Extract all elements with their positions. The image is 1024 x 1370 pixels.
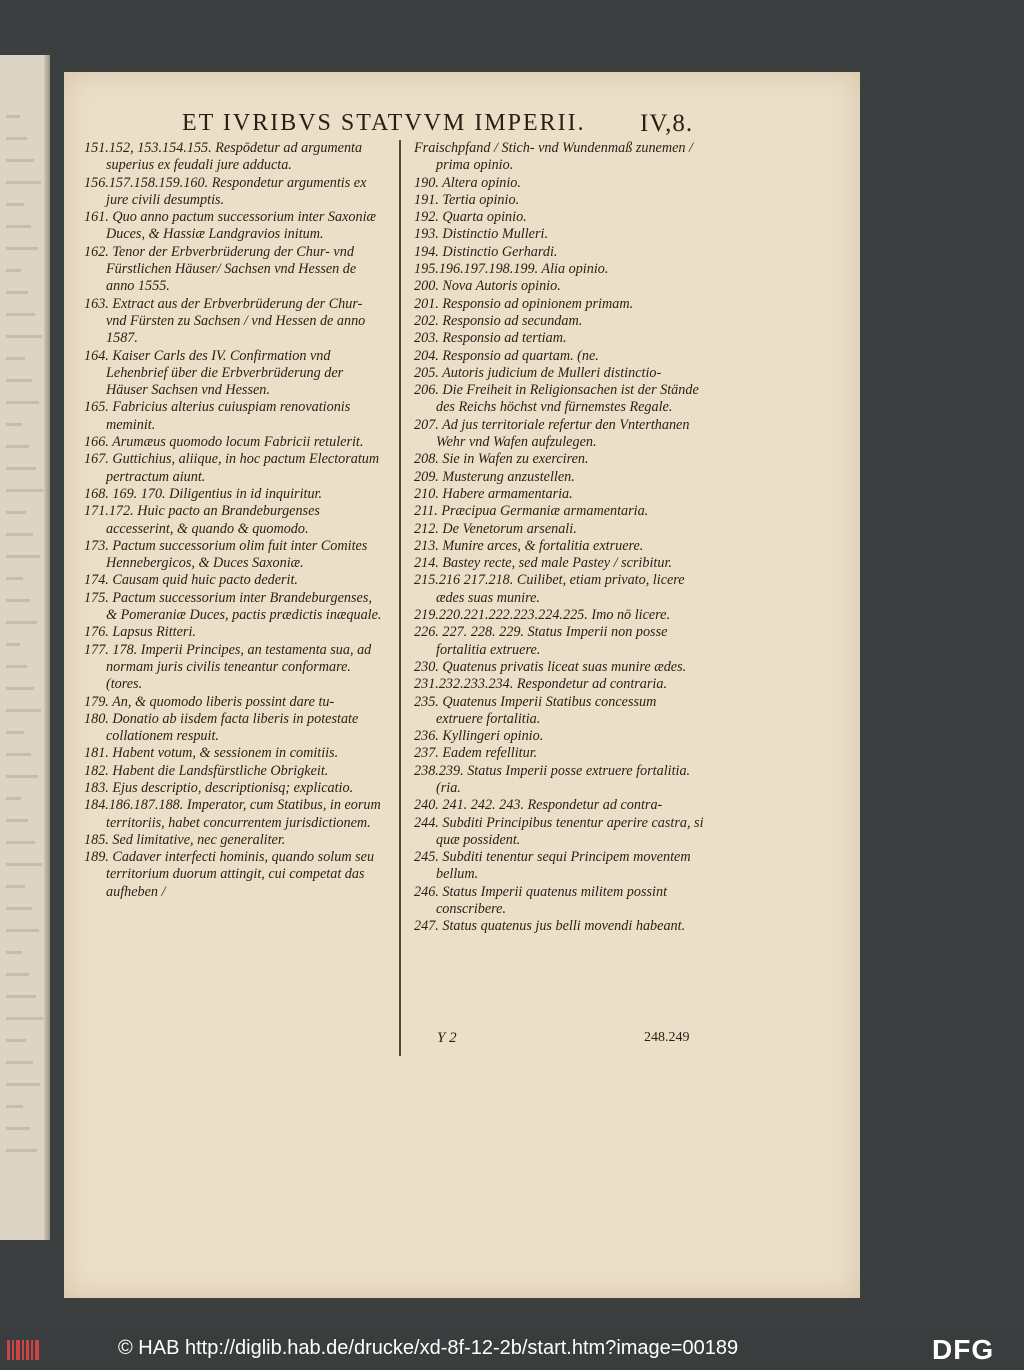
- index-entry: 236. Kyllingeri opinio.: [414, 728, 544, 745]
- index-entry: 244. Subditi Principibus tenentur aperire castra, si quæ possident.: [414, 814, 704, 848]
- index-entry: 200. Nova Autoris opinio.: [414, 278, 561, 295]
- index-entry: 181. Habent votum, & sessionem in comitiis.: [84, 745, 339, 762]
- index-entry: 177. 178. Imperii Principes, an testamenta sua, ad normam juris civilis teneantur conformare. (tores.: [84, 641, 372, 693]
- running-header: [182, 110, 702, 138]
- index-entry: 190. Altera opinio.: [414, 174, 521, 191]
- index-entry: 246. Status Imperii quatenus militem possint conscribere.: [414, 883, 668, 918]
- index-entry: 183. Ejus descriptio, descriptionisq; explicatio.: [84, 779, 354, 796]
- index-entry: 214. Bastey recte, sed male Pastey / scribitur.: [414, 555, 672, 572]
- index-entry: 204. Responsio ad quartam. (ne.: [414, 347, 599, 364]
- index-entry: 209. Musterung anzustellen.: [414, 468, 575, 485]
- index-entry: 162. Tenor der Erbverbrüderung der Chur- vnd Fürstlichen Häuser/ Sachsen vnd Hessen de anno 1555.: [84, 243, 357, 295]
- index-entry: 195.196.197.198.199. Alia opinio.: [414, 261, 609, 278]
- index-entry: 161. Quo anno pactum successorium inter Saxoniæ Duces, & Hassiæ Landgravios initum.: [84, 209, 377, 243]
- index-entry: 206. Die Freiheit in Religionsachen ist der Stände des Reichs höchst vnd fürnemstes Regale.: [414, 382, 699, 416]
- index-entry: 156.157.158.159.160. Respondetur argumentis ex jure civili desumptis.: [84, 174, 367, 208]
- index-entry: 210. Habere armamentaria.: [414, 485, 573, 502]
- index-entry: 167. Guttichius, aliique, in hoc pactum Electoratum pertractum aiunt.: [84, 451, 380, 485]
- index-entry: 176. Lapsus Ritteri.: [84, 624, 196, 641]
- index-entry: 189. Cadaver interfecti hominis, quando solum seu territorium duorum attingit, cui competat das aufheben /: [84, 849, 375, 900]
- copyright-url[interactable]: © HAB http://diglib.hab.de/drucke/xd-8f-12-2b/start.htm?image=00189: [118, 1337, 739, 1359]
- facing-page-edge: [0, 55, 50, 1240]
- index-entry: 193. Distinctio Mulleri.: [414, 226, 548, 243]
- index-entry: 245. Subditi tenentur sequi Principem moventem bellum.: [414, 849, 691, 883]
- index-entry: 247. Status quatenus jus belli movendi habeant.: [414, 918, 686, 935]
- index-entry: 208. Sie in Wafen zu exerciren.: [414, 451, 589, 468]
- index-entry: 182. Habent die Landsfürstliche Obrigkeit.: [84, 762, 329, 779]
- index-entry: 226. 227. 228. 229. Status Imperii non posse fortalitia extruere.: [414, 624, 668, 658]
- index-entry: 201. Responsio ad opinionem primam.: [414, 295, 634, 312]
- index-entry: 230. Quatenus privatis liceat suas munire ædes.: [414, 658, 687, 675]
- index-entry: 219.220.221.222.223.224.225. Imo nō licere.: [414, 607, 671, 624]
- index-entry: 173. Pactum successorium olim fuit inter Comites Hennebergicos, & Duces Saxoniæ.: [84, 537, 368, 572]
- column-divider: [399, 140, 401, 1056]
- index-entry: 203. Responsio ad tertiam.: [414, 330, 567, 347]
- index-entry: 238.239. Status Imperii posse extruere fortalitia. (ria.: [414, 762, 691, 796]
- index-entry: 240. 241. 242. 243. Respondetur ad contra-: [414, 797, 663, 814]
- index-entry: 237. Eadem refellitur.: [414, 745, 538, 762]
- index-entry: 202. Responsio ad secundam.: [414, 312, 583, 329]
- index-entry: 166. Arumæus quomodo locum Fabricii retulerit.: [84, 434, 364, 451]
- index-entry: 175. Pactum successorium inter Brandeburgenses, & Pomeraniæ Duces, pactis prædictis inæquale.: [84, 589, 382, 624]
- index-entry: Fraischpfand / Stich- vnd Wundenmaß zunemen / prima opinio.: [414, 140, 693, 174]
- index-entry: 213. Munire arces, & fortalitia extruere.: [414, 537, 644, 554]
- index-entry: 194. Distinctio Gerhardi.: [414, 243, 558, 260]
- footer-bar: [0, 1330, 1024, 1370]
- index-entry: 205. Autoris judicium de Mulleri distinctio-: [414, 364, 662, 381]
- index-entry: 192. Quarta opinio.: [414, 209, 527, 226]
- catchword: 248.249: [644, 1030, 690, 1045]
- index-entry: 215.216 217.218. Cuilibet, etiam privato, licere ædes suas munire.: [414, 572, 685, 606]
- folio-number: IV,8.: [640, 110, 694, 137]
- index-entry: 207. Ad jus territoriale refertur den Vnterthanen Wehr vnd Wafen aufzulegen.: [414, 416, 690, 451]
- index-entry: 185. Sed limitative, nec generaliter.: [84, 831, 286, 848]
- index-entry: 168. 169. 170. Diligentius in id inquiritur.: [84, 485, 323, 502]
- index-entry: 151.152, 153.154.155. Respōdetur ad argumenta superius ex feudali jure adducta.: [84, 140, 363, 174]
- index-entry: 184.186.187.188. Imperator, cum Statibus, in eorum territoriis, habet concurrentem jurisdictionem.: [84, 797, 381, 831]
- index-entry: 171.172. Huic pacto an Brandeburgenses accesserint, & quando & quomodo.: [84, 503, 320, 537]
- library-barcode-icon: [6, 1338, 42, 1362]
- index-entry: 163. Extract aus der Erbverbrüderung der Chur- vnd Fürsten zu Sachsen / vnd Hessen de anno 1587.: [84, 295, 366, 347]
- dfg-logo: DFG: [932, 1334, 995, 1365]
- index-entry: 211. Præcipua Germaniæ armamentaria.: [414, 503, 649, 520]
- index-entry: 180. Donatio ab iisdem facta liberis in potestate collationem respuit.: [84, 710, 359, 745]
- index-entry: 165. Fabricius alterius cuiuspiam renovationis meminit.: [84, 399, 351, 433]
- running-title: ET IVRIBVS STATVVM IMPERII.: [182, 110, 586, 136]
- index-entry: 179. An, & quomodo liberis possint dare tu-: [84, 693, 335, 710]
- index-entry: 231.232.233.234. Respondetur ad contraria.: [414, 676, 667, 693]
- index-entry: 164. Kaiser Carls des IV. Confirmation vnd Lehenbrief über die Erbverbrüderung der Häuser Sachsen vnd Hessen.: [84, 347, 344, 399]
- index-entry: 212. De Venetorum arsenali.: [414, 520, 577, 537]
- index-entry: 235. Quatenus Imperii Statibus concessum extruere fortalitia.: [414, 693, 657, 727]
- index-entry: 174. Causam quid huic pacto dederit.: [84, 572, 298, 589]
- index-column-right: [414, 140, 704, 936]
- index-entry: 191. Tertia opinio.: [414, 191, 520, 208]
- signature-mark: Y 2: [437, 1030, 457, 1046]
- index-column-left: [84, 140, 382, 901]
